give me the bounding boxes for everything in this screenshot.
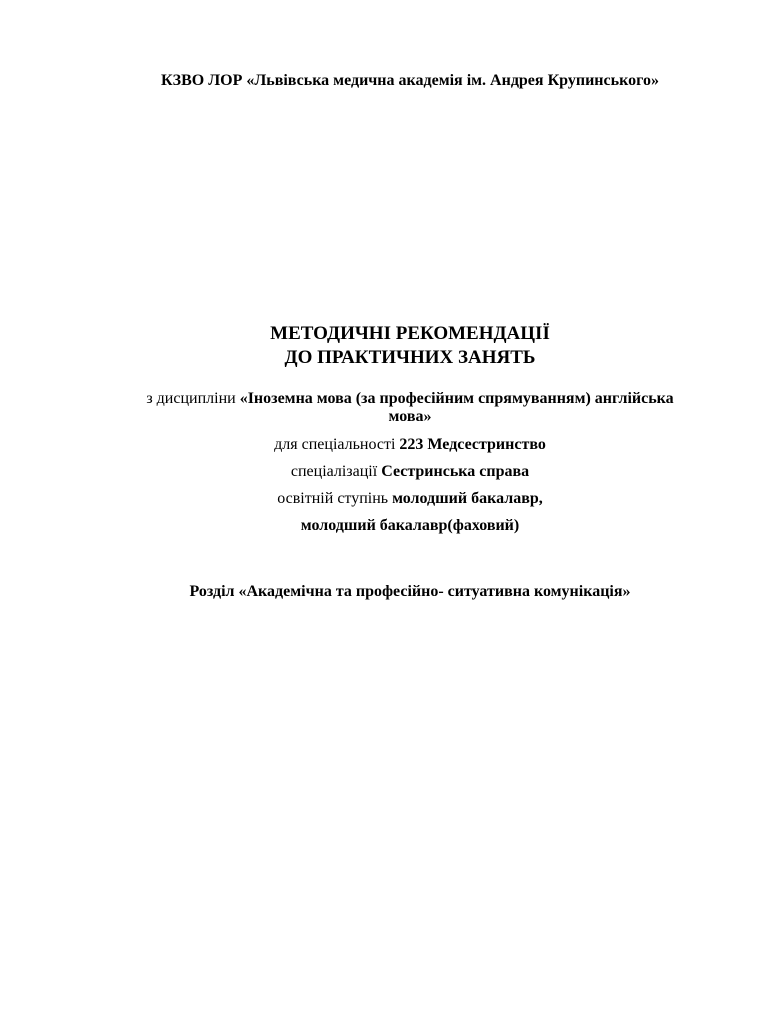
section-title: Розділ «Академічна та професійно- ситуативна комунікація»: [189, 583, 631, 600]
discipline-line-2: мова»: [388, 408, 432, 425]
specialty-prefix: для спеціальності: [274, 436, 400, 453]
discipline-prefix: з дисципліни: [146, 390, 240, 407]
institution-header: КЗВО ЛОР «Львівська медична академія ім. Андрея Крупинського»: [161, 72, 659, 89]
specialty-value: 223 Медсестринство: [399, 436, 546, 453]
specialization-value: Сестринська справа: [381, 463, 530, 480]
discipline-line-1: [100, 389, 720, 409]
degree-prefix: освітній ступінь: [277, 490, 393, 507]
degree-line-2: молодший бакалавр(фаховий): [300, 517, 520, 534]
discipline-name: «Іноземна мова (за професійним спрямуванням) англійська: [239, 390, 674, 407]
specialization-prefix: спеціалізації: [290, 463, 382, 480]
title-line-2: ДО ПРАКТИЧНИХ ЗАНЯТЬ: [284, 347, 536, 368]
degree-value: молодший бакалавр,: [392, 490, 543, 507]
degree-line-1: [100, 489, 720, 509]
title-line-1: МЕТОДИЧНІ РЕКОМЕНДАЦІЇ: [270, 323, 550, 344]
specialization-line: [100, 462, 720, 482]
specialty-line: [100, 435, 720, 455]
